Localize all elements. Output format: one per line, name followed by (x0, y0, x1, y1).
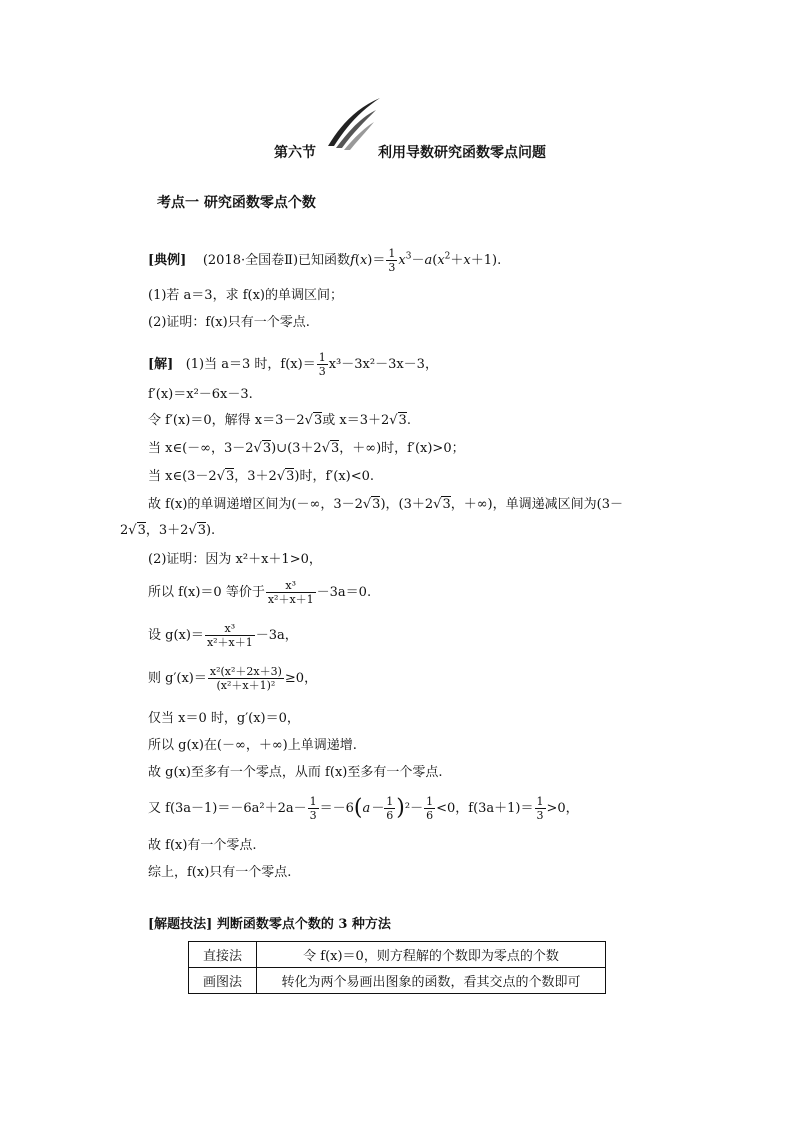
solution-text: a－ (362, 801, 384, 816)
solution-text: 故 f(x)的单调递增区间为(－∞，3－2 (148, 497, 363, 512)
conclusion-line-2 (120, 524, 215, 537)
question-1: (1)若 a＝3，求 f(x)的单调区间； (148, 288, 343, 303)
sqrt-radicand: 3 (442, 497, 451, 512)
method-description: 转化为两个易画出图象的函数，看其交点的个数即可 (257, 968, 606, 994)
solution-text: x³－3x²－3x－3， (328, 357, 438, 372)
paren-close: ) (396, 795, 405, 821)
sqrt-radicand: 3 (286, 469, 295, 484)
table-row (189, 942, 606, 968)
solution-text: 2 (120, 523, 129, 538)
solution-text: 或 x＝3＋2 (322, 413, 390, 428)
swoosh-logo (326, 96, 382, 152)
fraction: $\frac{\text{x²(x²＋2x＋3)}}{\text{(x²＋x＋1)²}}$ (209, 665, 282, 692)
section-number: 第六节 (274, 145, 316, 161)
solution-text: 当 x∈(－∞，3－2 (148, 441, 254, 456)
values-line (148, 796, 579, 821)
sqrt-symbol: √ (188, 523, 197, 538)
solution-text: ，3＋2 (145, 523, 189, 538)
example-intro: 已知函数 (298, 253, 351, 268)
paren-open: ( (353, 795, 363, 821)
sqrt-radicand: 3 (197, 523, 206, 538)
solution-text: ²－ (404, 801, 424, 816)
page-title: 利用导数研究函数零点问题 (378, 145, 546, 161)
solution-text: －3a， (255, 628, 298, 643)
sqrt-symbol: √ (253, 441, 262, 456)
solution-text: －3a＝0. (316, 585, 372, 600)
topic-heading: 考点一 研究函数零点个数 (157, 195, 316, 211)
sqrt-symbol: √ (433, 497, 442, 512)
solution-text: )时，f′(x)<0. (294, 469, 375, 484)
method-name: 直接法 (189, 942, 257, 968)
sqrt-symbol: √ (216, 469, 225, 484)
methods-table (188, 941, 606, 994)
solution-text: >0， (546, 801, 579, 816)
at-most-line: 故 g(x)至多有一个零点，从而 f(x)至多有一个零点. (148, 765, 443, 780)
sqrt-symbol: √ (362, 497, 372, 512)
part2-start: (2)证明：因为 x²＋x＋1>0， (148, 552, 322, 567)
fraction: $\frac{1}{3}$ (388, 247, 396, 274)
sqrt-radicand: 3 (313, 413, 323, 428)
fraction: $\frac{1}{3}$ (318, 351, 326, 378)
sqrt-radicand: 3 (262, 441, 272, 456)
solution-tag: [解] (148, 357, 174, 372)
solution-text: ，3＋2 (234, 469, 277, 484)
solution-text: ，＋∞)，单调递减区间为(3－ (450, 497, 623, 512)
solution-text: ≥0， (284, 671, 318, 686)
method-name: 画图法 (189, 968, 257, 994)
fraction: $\frac{\text{x³}}{\text{x²＋x＋1}}$ (206, 622, 253, 649)
solution-text: (1)当 a＝3 时，f(x)＝ (185, 357, 316, 372)
table-row (189, 968, 606, 994)
solution-text: . (406, 413, 411, 428)
solution-text: 所以 f(x)＝0 等价于 (148, 585, 265, 600)
derivative-line: f′(x)＝x²－6x－3. (148, 387, 253, 402)
solution-text: 令 f′(x)＝0，解得 x＝3－2 (148, 413, 305, 428)
roots-line (148, 414, 411, 427)
sqrt-radicand: 3 (226, 469, 235, 484)
only-when-line: 仅当 x＝0 时，g′(x)＝0， (148, 711, 300, 726)
sqrt-symbol: √ (321, 441, 330, 456)
solution-text: )，(3＋2 (380, 497, 434, 512)
g-definition-line (148, 623, 298, 648)
g-derivative-line (148, 666, 317, 691)
sqrt-symbol: √ (276, 469, 286, 484)
sqrt-symbol: √ (389, 413, 398, 428)
sqrt-radicand: 3 (398, 413, 407, 428)
fraction: $\frac{1}{3}$ (536, 795, 544, 822)
method-description: 令 f(x)＝0，则方程解的个数即为零点的个数 (257, 942, 606, 968)
solution-text: )∪(3＋2 (271, 441, 322, 456)
example-statement: [典例] (2018·全国卷Ⅱ)已知函数f(x)＝ $\frac{1}{3}$ $x^3-a(x^2+x+1)$. (148, 247, 502, 274)
solution-text: 则 g′(x)＝ (148, 671, 207, 686)
equivalence-line (148, 580, 371, 605)
solution-line-1 (148, 352, 438, 377)
sqrt-radicand: 3 (331, 441, 340, 456)
fraction: $\frac{1}{3}$ (309, 795, 317, 822)
solution-text: ). (205, 523, 216, 538)
example-tag: [典例] (148, 253, 187, 268)
solution-text: 又 f(3a－1)＝－6a²＋2a－ (148, 801, 307, 816)
solution-text: <0，f(3a＋1)＝ (436, 801, 534, 816)
solution-text: ，＋∞)时，f′(x)>0； (339, 441, 465, 456)
fraction: $\frac{1}{6}$ (426, 795, 434, 822)
increasing-line (148, 442, 465, 455)
sqrt-symbol: √ (128, 523, 137, 538)
solution-text: 当 x∈(3－2 (148, 469, 217, 484)
sqrt-radicand: 3 (372, 497, 381, 512)
sqrt-radicand: 3 (137, 523, 146, 538)
decreasing-line (148, 470, 374, 483)
monotonic-line: 所以 g(x)在(－∞，＋∞)上单调递增. (148, 738, 357, 753)
conclusion-line-1 (148, 498, 623, 511)
fraction: $\frac{1}{6}$ (386, 795, 394, 822)
solution-text: ＝－6 (319, 801, 354, 816)
fraction: $\frac{\text{x³}}{\text{x²＋x＋1}}$ (267, 579, 314, 606)
question-2: (2)证明：f(x)只有一个零点. (148, 315, 310, 330)
method-heading: [解题技法] 判断函数零点个数的 3 种方法 (148, 917, 391, 932)
has-zero-line: 故 f(x)有一个零点. (148, 838, 257, 853)
summary-line: 综上，f(x)只有一个零点. (148, 865, 292, 880)
solution-text: 设 g(x)＝ (148, 628, 204, 643)
example-source: (2018·全国卷Ⅱ) (202, 253, 299, 268)
sqrt-symbol: √ (304, 413, 313, 428)
